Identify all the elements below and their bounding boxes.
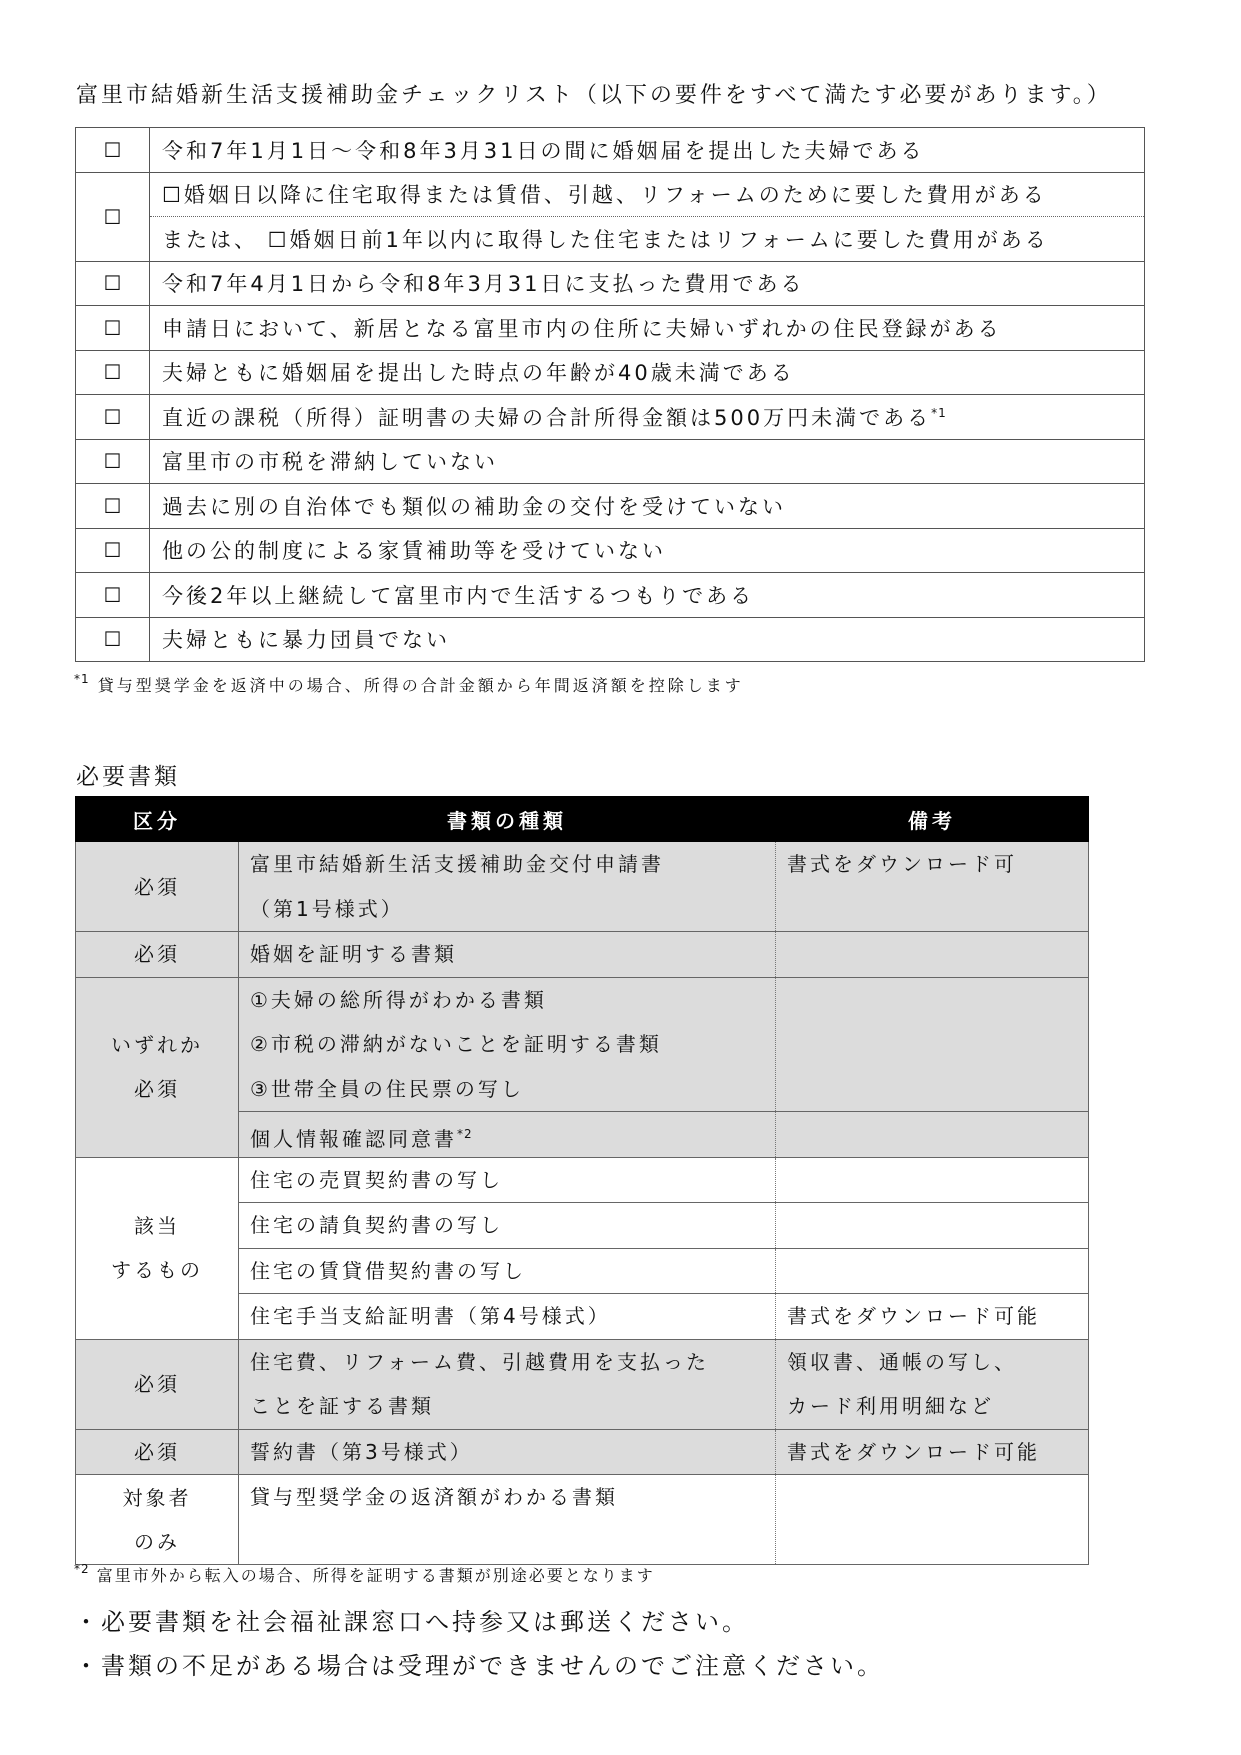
table-row: [76, 842, 1089, 932]
document-cell: [239, 1429, 776, 1475]
checklist-row: [76, 573, 1145, 618]
table-row: [76, 1475, 1089, 1565]
category-line: 対象者: [122, 1485, 192, 1510]
document-line: 住宅手当支給証明書（第4号様式）: [250, 1304, 611, 1328]
remarks-cell: [776, 977, 1089, 1112]
page-title: 富里市結婚新生活支援補助金チェックリスト（以下の要件をすべて満たす必要があります。）: [76, 83, 1112, 108]
footnote-mark: *1: [74, 672, 90, 686]
document-cell: [239, 932, 776, 978]
remarks-line: カード利用明細など: [787, 1394, 994, 1418]
category-cell: [76, 1157, 239, 1339]
remarks-cell: [776, 1339, 1089, 1429]
requirements-checklist: [75, 127, 1145, 662]
checklist-row: [76, 350, 1145, 395]
header-remarks: 備考: [776, 797, 1089, 842]
remarks-line: 書式をダウンロード可能: [787, 1304, 1040, 1328]
remarks-line: 書式をダウンロード可能: [787, 1439, 1040, 1464]
footnote-text: 富里市外から転入の場合、所得を証明する書類が別途必要となります: [96, 1566, 655, 1585]
checklist-row: [76, 217, 1145, 262]
requirement-text: 令和7年1月1日～令和8年3月31日の間に婚姻届を提出した夫婦である: [150, 128, 1145, 173]
requirement-text: 直近の課税（所得）証明書の夫婦の合計所得金額は500万円未満である: [162, 405, 932, 430]
document-cell: [239, 1339, 776, 1429]
remarks-cell: [776, 1157, 1089, 1203]
checkbox[interactable]: ☐: [76, 484, 150, 529]
footnote-text: 貸与型奨学金を返済中の場合、所得の合計金額から年間返済額を控除します: [97, 676, 744, 695]
document-line: ①夫婦の総所得がわかる書類: [250, 987, 547, 1012]
document-line: 誓約書（第3号様式）: [250, 1439, 473, 1464]
requirement-text: 過去に別の自治体でも類似の補助金の交付を受けていない: [150, 484, 1145, 529]
document-line: ことを証する書類: [250, 1394, 434, 1418]
checkbox[interactable]: ☐: [76, 261, 150, 306]
footnote-mark: *2: [457, 1127, 473, 1141]
instruction-bullet: ・必要書類を社会福祉課窓口へ持参又は郵送ください。: [74, 1608, 749, 1636]
remarks-cell: [776, 1112, 1089, 1158]
document-line: 住宅の請負契約書の写し: [250, 1213, 503, 1237]
document-line: 貸与型奨学金の返済額がわかる書類: [250, 1485, 618, 1509]
table-row: [76, 1339, 1089, 1429]
requirement-text: 令和7年4月1日から令和8年3月31日に支払った費用である: [150, 261, 1145, 306]
remarks-cell: [776, 1294, 1089, 1340]
checkbox[interactable]: ☐: [76, 128, 150, 173]
document-line: ②市税の滞納がないことを証明する書類: [250, 1032, 662, 1056]
requirement-text: 申請日において、新居となる富里市内の住所に夫婦いずれかの住民登録がある: [150, 306, 1145, 351]
checkbox[interactable]: ☐: [76, 172, 150, 261]
checklist-row: [76, 484, 1145, 529]
document-line: 婚姻を証明する書類: [250, 942, 457, 966]
remarks-cell: [776, 1248, 1089, 1294]
remarks-cell: [776, 932, 1089, 978]
document-cell: [239, 977, 776, 1112]
document-cell: [239, 1475, 776, 1565]
remarks-cell: [776, 1203, 1089, 1249]
document-cell: [239, 1112, 776, 1158]
checklist-row: [76, 306, 1145, 351]
remarks-line: 領収書、通帳の写し、: [787, 1349, 1017, 1374]
requirement-text-alt: または、 ☐婚姻日前1年以内に取得した住宅またはリフォームに要した費用がある: [150, 217, 1145, 262]
remarks-line: 書式をダウンロード可: [787, 852, 1017, 876]
document-cell: [239, 1248, 776, 1294]
remarks-cell: [776, 1429, 1089, 1475]
remarks-line: [787, 1475, 1088, 1520]
required-documents-table: [75, 796, 1089, 1565]
remarks-cell: [776, 1475, 1089, 1565]
document-cell: [239, 1157, 776, 1203]
requirement-text: 夫婦ともに婚姻届を提出した時点の年齢が40歳未満である: [150, 350, 1145, 395]
requirement-text: 今後2年以上継続して富里市内で生活するつもりである: [150, 573, 1145, 618]
category-cell: 必須: [76, 932, 239, 978]
requirement-text: 夫婦ともに暴力団員でない: [150, 617, 1145, 662]
document-line: 富里市結婚新生活支援補助金交付申請書: [250, 852, 664, 876]
checklist-row: [76, 528, 1145, 573]
requirement-cell: [150, 395, 1145, 440]
table-row: [76, 932, 1089, 978]
remarks-line: [787, 932, 1088, 977]
category-line: のみ: [134, 1529, 180, 1554]
checklist-row: [76, 439, 1145, 484]
checklist-row: [76, 395, 1145, 440]
table-row: [76, 1429, 1089, 1475]
section-title: 必要書類: [76, 764, 180, 790]
document-line: （第1号様式）: [250, 896, 404, 921]
requirement-text: 富里市の市税を滞納していない: [150, 439, 1145, 484]
checkbox[interactable]: ☐: [76, 395, 150, 440]
checklist-row: [76, 261, 1145, 306]
checklist-row: [76, 172, 1145, 217]
document-line: 個人情報確認同意書: [250, 1127, 457, 1151]
category-cell: 必須: [76, 1429, 239, 1475]
document-line: 住宅費、リフォーム費、引越費用を支払った: [250, 1349, 709, 1374]
footnote-mark: *1: [931, 405, 947, 420]
remarks-cell: [776, 842, 1089, 932]
document-cell: [239, 1294, 776, 1340]
table-header-row: [76, 797, 1089, 842]
checkbox[interactable]: ☐: [76, 439, 150, 484]
header-document: 書類の種類: [239, 797, 776, 842]
category-line: 該当: [134, 1214, 180, 1238]
footnote-2: [74, 1562, 655, 1586]
document-line: ③世帯全員の住民票の写し: [250, 1076, 524, 1101]
requirement-text: 他の公的制度による家賃補助等を受けていない: [150, 528, 1145, 573]
footnote-1: [74, 672, 744, 696]
checkbox[interactable]: ☐: [76, 528, 150, 573]
category-cell: 必須: [76, 1339, 239, 1429]
footnote-mark: *2: [74, 1562, 90, 1576]
category-cell: 必須: [76, 842, 239, 932]
category-line: するもの: [111, 1258, 203, 1282]
document-line: 住宅の賃貸借契約書の写し: [250, 1258, 526, 1283]
header-category: 区分: [76, 797, 239, 842]
table-row: [76, 977, 1089, 1112]
document-cell: [239, 842, 776, 932]
table-row: [76, 1157, 1089, 1203]
checkbox[interactable]: ☐: [76, 573, 150, 618]
checklist-row: [76, 128, 1145, 173]
checkbox[interactable]: ☐: [76, 617, 150, 662]
category-cell: [76, 977, 239, 1157]
category-line: いずれか: [111, 1033, 203, 1057]
checkbox[interactable]: ☐: [76, 350, 150, 395]
instruction-bullet: ・書類の不足がある場合は受理ができませんのでご注意ください。: [74, 1652, 884, 1680]
category-line: 必須: [134, 1077, 180, 1101]
checklist-row: [76, 617, 1145, 662]
checkbox[interactable]: ☐: [76, 306, 150, 351]
document-cell: [239, 1203, 776, 1249]
document-line: 住宅の売買契約書の写し: [250, 1167, 503, 1192]
category-cell: [76, 1475, 239, 1565]
requirement-text: ☐婚姻日以降に住宅取得または賃借、引越、リフォームのために要した費用がある: [150, 172, 1145, 217]
